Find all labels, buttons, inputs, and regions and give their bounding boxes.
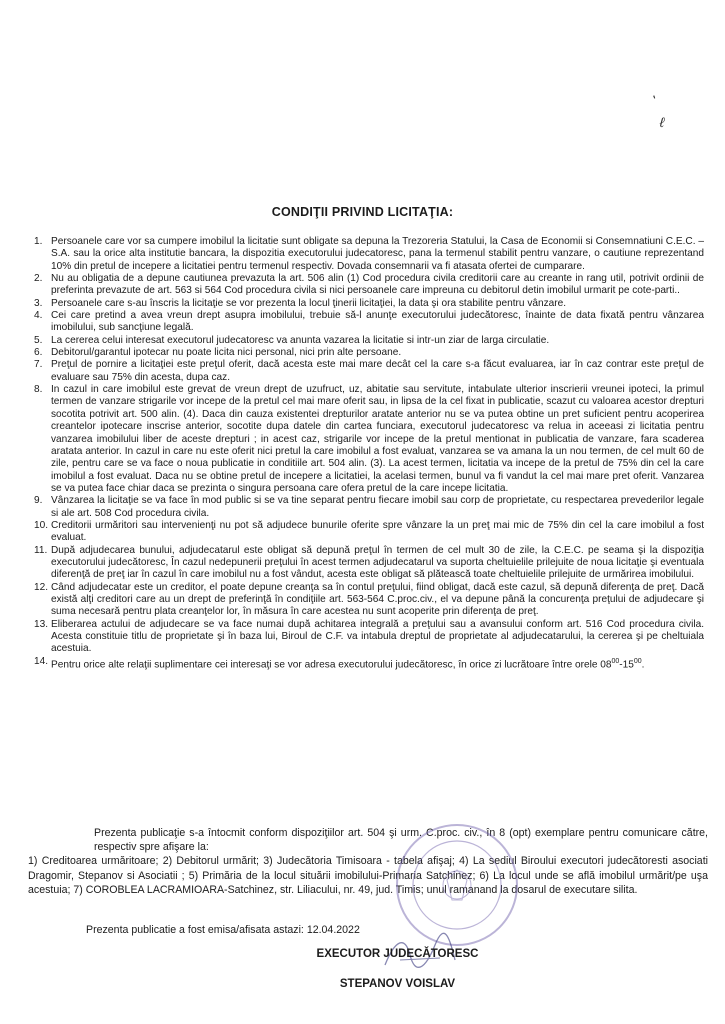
condition-number: 8. bbox=[34, 384, 43, 396]
condition-number: 2. bbox=[34, 273, 43, 285]
document-title: CONDIŢII PRIVIND LICITAŢIA: bbox=[271, 205, 454, 219]
condition-item bbox=[34, 273, 704, 298]
condition-text: Vânzarea la licitaţie se va face în mod public si se va tine separat pentru fiecare imobil sau corp de proprietate, cu respectarea prevederilor legale si ale art. 508 Cod procedura civila. bbox=[51, 495, 704, 519]
signatory-title: EXECUTOR JUDECĂTORESC bbox=[316, 948, 479, 960]
condition-item bbox=[34, 236, 704, 273]
condition-text: După adjudecarea bunului, adjudecatarul este obligat să depună preţul în termen de cel mult 30 de zile, la C.E.C. pe seama şi la dispoziţia executorului judecătoresc, În cazul nedepunerii preţului în acest termen adjudecatarul va suporta cheltuielile prilejuite de noua licitaţie şi eventuala diferenţă de preţ iar în cazul în care imobilul nu a fost vândut, acesta este obligat să plătească toate cheltuielile prilejuite de urmărirea imobilului. bbox=[51, 544, 704, 581]
condition-item bbox=[34, 298, 704, 310]
signatory-name: STEPANOV VOISLAV bbox=[339, 978, 456, 990]
condition-number: 9. bbox=[34, 495, 43, 507]
condition-number: 3. bbox=[34, 297, 43, 309]
condition-item bbox=[34, 545, 704, 582]
condition-item bbox=[34, 582, 704, 619]
condition-text: Preţul de pornire a licitaţiei este preţul oferit, dacă acesta este mai mare decât cel la care s-a făcut evaluarea, iar în caz contrar este preţul de evaluare sau 75% din acesta, dupa caz. bbox=[51, 359, 704, 383]
condition-item bbox=[34, 384, 704, 495]
condition-tail: . bbox=[641, 659, 645, 671]
condition-text: Când adjudecatar este un creditor, el poate depune creanţa sa în contul preţului, fiind obligat, dacă este cazul, să depună diferenţa de preţ. Dacă există alţi creditori care au un drept de preferinţă în condiţiile art. 563-564 C.proc.civ., el va depune până la concurenţa preţului de adjudecare şi suma necesară pentru plata creanţelor lor, în măsura în care acestea nu sunt acoperite prin diferenţa de preţ. bbox=[51, 581, 704, 618]
condition-item bbox=[34, 495, 704, 520]
hour-superscript: 00 bbox=[611, 657, 620, 665]
condition-number: 5. bbox=[34, 334, 43, 346]
condition-number: 6. bbox=[34, 347, 43, 359]
condition-item bbox=[34, 335, 704, 347]
condition-number: 13. bbox=[34, 618, 49, 630]
condition-item bbox=[34, 347, 704, 359]
condition-text: Persoanele care vor sa cumpere imobilul la licitatie sunt obligate sa depuna la Trezoreria Statului, la Casa de Economii si Consemnatiuni C.E.C. – S.A. sau la orice alta institutie bancara, la dispozitia executorului judecatoresc, pana la termenul stabilit pentru vanzare, o cautiune reprezentand 10% din pretul de incepere a licitatiei pentru termenul respectiv. Dovada consemnarii va fi atasata ofertei de cumparare. bbox=[51, 236, 704, 272]
condition-number: 7. bbox=[34, 359, 43, 371]
condition-text: Creditorii urmăritori sau intervenienţi nu pot să adjudece bunurile oferite spre vânzare la un preţ mai mic de 75% din cel la care imobilul a fost evaluat. bbox=[51, 519, 704, 544]
condition-text: In cazul in care imobilul este grevat de vreun drept de uzufruct, uz, abitatie sau servitute, intabulate ulterior inscrierii vreunei ipoteci, la primul termen de vanzare strigarile vor incepe de la pretul cel mai mare oferit sau, in lipsa de la cel fixat in publicatie, scazut cu valoarea acestor drepturi socotita potrivit art. 500 alin. (4). Daca din cauza existentei drepturilor aratate anterior nu se va putea obtine un pret suficient pentru acoperirea creantelor ipotecare inscrise anterior, socotite dupa datele din cartea funciara, executorul judecatoresc va relua in aceeasi zi licitatia pentru vanzarea imobilului liber de aceste drepturi ; in acest caz, strigarile vor incepe de la pretul mentionat in publicatia de vanzare, fara scaderea aratata anterior. In cazul in care nu este oferit nici pretul la care imobilul a fost evaluat, vanzarea se va amana la un nou termen, de cel mult 60 de zile, pentru care se va face o noua publicatie in conditiile art. 504 alin. (3). La acest termen, licitatia va incepe de la pretul de 75% din cel la care imobilul a fost evaluat. Daca nu se obtine pretul de incepere a licitatiei, la acelasi termen, bunul va fi vandut la cel mai mare pret oferit. Vanzarea se va putea face chiar daca se prezinta o singura persoana care ofera pretul de la care incepe licitatia. bbox=[51, 384, 704, 494]
condition-number: 12. bbox=[34, 581, 49, 593]
condition-text: Debitorul/garantul ipotecar nu poate licita nici personal, nici prin alte persoane. bbox=[51, 347, 402, 359]
hour-superscript: 00 bbox=[633, 657, 642, 665]
condition-item bbox=[34, 656, 704, 672]
conditions-list bbox=[34, 236, 704, 671]
condition-text: Cei care pretind a avea vreun drept asupra imobilului, trebuie să-l anunţe executorului judecătoresc, înainte de data fixată pentru vânzarea imobilului, sub sancţiune legală. bbox=[51, 310, 704, 334]
recipients-list: 1) Creditoarea urmăritoare; 2) Debitorul urmărit; 3) Judecătoria Timisoara - tabela afişaj; 4) La sediul Biroului executori judecătoresti asociati Dragomir, Stepanov si Asociatii ; 5) Primăria de la locul situării imobilului-Primaria Satchinez; 6) La locul unde se află imobilul urmărit/pe uşa acestuia; 7) COROBLEA LACRAMIOARA-Satchinez, str. Liliacului, nr. 49, jud. Timis; unul ramanand la dosarul de executare silita. bbox=[28, 855, 708, 896]
condition-item bbox=[34, 359, 704, 384]
condition-number: 1. bbox=[34, 236, 43, 247]
publication-statement: Prezenta publicaţie s-a întocmit conform dispoziţiilor art. 504 şi urm. C.proc. civ., în 8 (opt) exemplare pentru comunicare către, respectiv spre afişare la: bbox=[94, 827, 708, 854]
hour-separator: -15 bbox=[619, 659, 634, 671]
publication-date-line: Prezenta publicatie a fost emisa/afisata astazi: 12.04.2022 bbox=[86, 924, 360, 936]
condition-text: La cererea celui interesat executorul judecatoresc va anunta vazarea la licitatie si intr-un ziar de larga circulatie. bbox=[51, 334, 550, 346]
condition-number: 4. bbox=[34, 310, 43, 322]
condition-item bbox=[34, 619, 704, 656]
condition-number: 14. bbox=[34, 655, 49, 667]
pen-mark: ℓ bbox=[658, 113, 667, 131]
pen-mark: ʹ bbox=[651, 92, 660, 108]
condition-item bbox=[34, 520, 704, 545]
condition-item bbox=[34, 310, 704, 335]
condition-text: Persoanele care s-au înscris la licitaţie se vor prezenta la locul ţinerii licitaţiei, la data şi ora stabilite pentru vânzare. bbox=[51, 297, 567, 309]
condition-number: 10. bbox=[34, 519, 49, 531]
condition-text: Nu au obligatia de a depune cautiunea prevazuta la art. 506 alin (1) Cod procedura civila creditorii care au creante in rang util, potrivit ordinii de preferinta prevazute de art. 563 si 564 Cod procedura civila si nici persoanele care impreuna cu debitorul detin imobilul urmarit pe cote-parti.. bbox=[51, 273, 704, 297]
condition-text: Pentru orice alte relaţii suplimentare cei interesaţi se vor adresa executorului judecătoresc, în orice zi lucrătoare între orele 08 bbox=[51, 659, 612, 671]
publication-block bbox=[28, 826, 708, 897]
condition-text: Eliberarea actului de adjudecare se va face numai după achitarea integrală a preţului sau a avansului conform art. 516 Cod procedura civila. Acesta constituie titlu de proprietate şi în baza lui, Biroul de C.F. va intabula dreptul de proprietate al adjudecatarului, la cererea şi pe cheltuiala acestuia. bbox=[51, 618, 704, 655]
condition-number: 11. bbox=[34, 544, 48, 556]
